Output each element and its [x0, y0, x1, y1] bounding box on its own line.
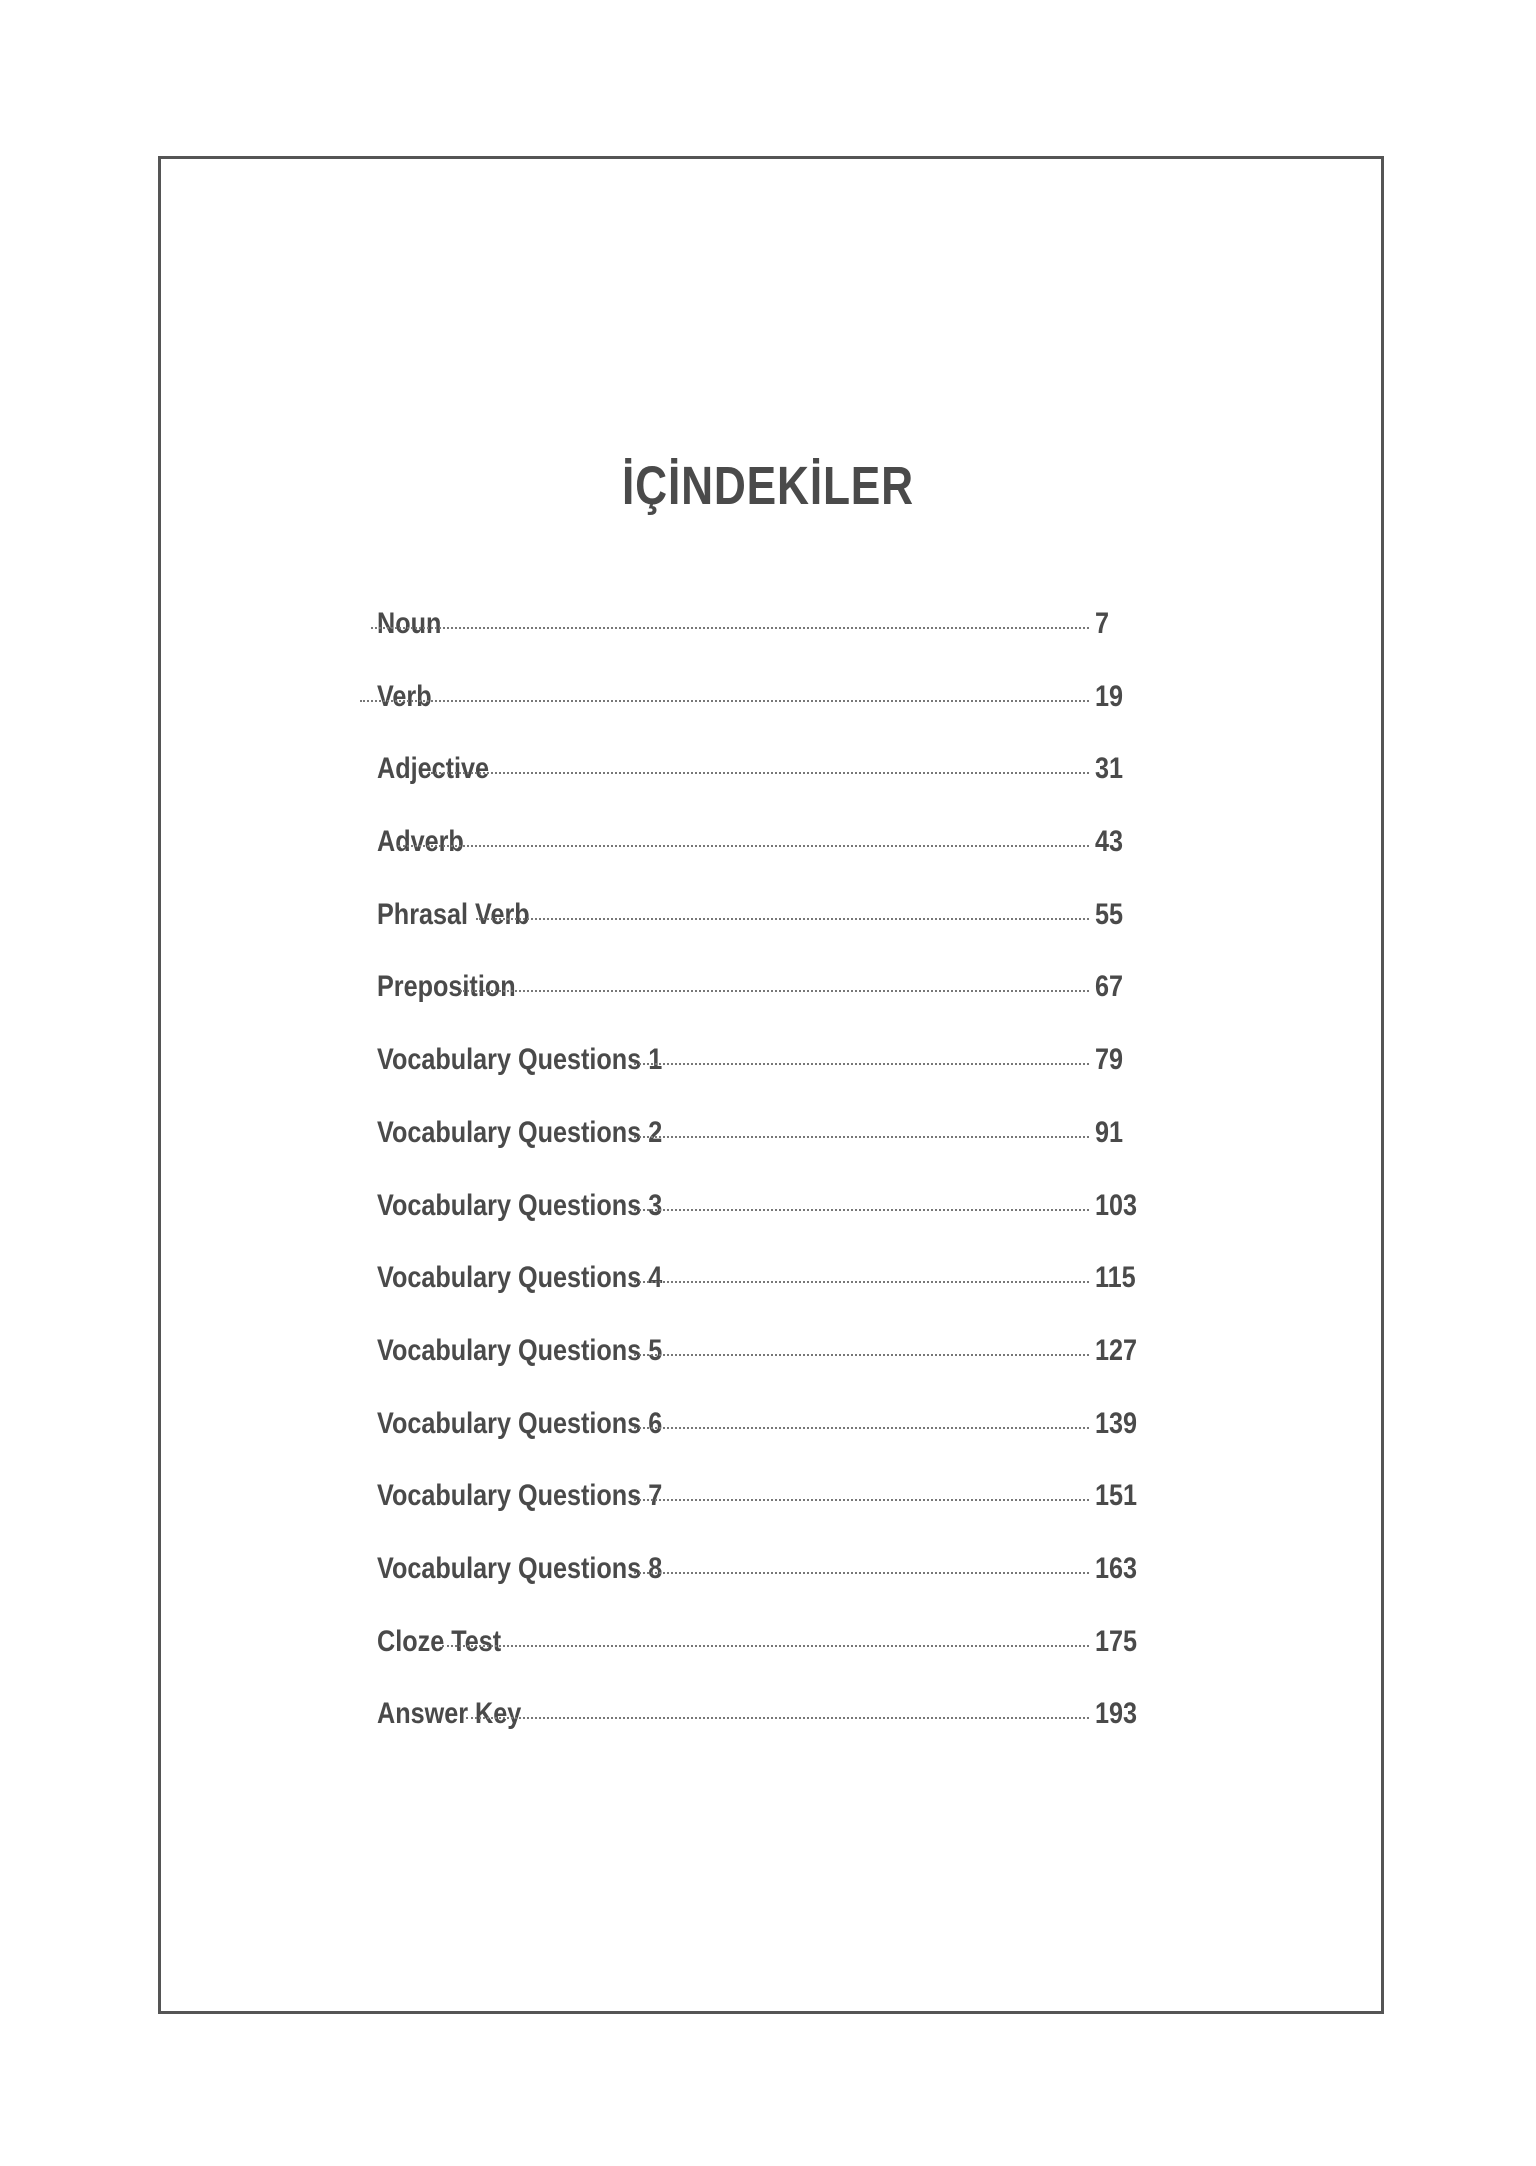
toc-entry-label: Vocabulary Questions 4: [377, 1261, 663, 1295]
toc-entry-label: Preposition: [377, 970, 516, 1004]
toc-entry-page: 103: [1095, 1188, 1138, 1222]
dot-leader: [442, 1645, 1089, 1647]
toc-entry: [377, 1552, 1147, 1625]
toc-entry-label: Vocabulary Questions 6: [377, 1406, 663, 1440]
toc-entry: [377, 1189, 1147, 1262]
toc-entry-label: Vocabulary Questions 7: [377, 1479, 663, 1513]
toc-entry-page: 91: [1095, 1115, 1124, 1149]
toc-entry-label: Vocabulary Questions 2: [377, 1115, 663, 1149]
toc-entry: [377, 970, 1147, 1043]
dot-leader: [476, 918, 1089, 920]
toc-entry-label: Cloze Test: [377, 1624, 502, 1658]
toc-entry: [377, 1116, 1147, 1189]
toc-entry-page: 31: [1095, 752, 1124, 786]
dot-leader: [634, 1136, 1089, 1138]
toc-entry-page: 139: [1095, 1406, 1138, 1440]
toc-entry-page: 7: [1095, 607, 1110, 640]
toc-entry: [377, 825, 1147, 898]
toc-entry: [377, 898, 1147, 971]
toc-entry-label: Answer Key: [377, 1697, 522, 1731]
toc-entry-page: 127: [1095, 1333, 1138, 1367]
toc-entry: [377, 1407, 1147, 1480]
page-title: İÇİNDEKİLER: [622, 456, 914, 516]
dot-leader: [371, 627, 1089, 629]
toc-entry-page: 151: [1095, 1479, 1138, 1513]
toc-entry-label: Verb: [377, 679, 432, 713]
toc-entry: [377, 1697, 1147, 1770]
toc-entry: [377, 1479, 1147, 1552]
dot-leader: [634, 1209, 1089, 1211]
toc-entry-page: 67: [1095, 970, 1124, 1004]
dot-leader: [466, 1717, 1089, 1719]
toc-entry-page: 43: [1095, 825, 1124, 859]
toc-entry-page: 19: [1095, 679, 1124, 713]
dot-leader: [634, 1281, 1089, 1283]
dot-leader: [634, 1354, 1089, 1356]
toc-entry-label: Vocabulary Questions 5: [377, 1333, 663, 1367]
toc-entry-page: 79: [1095, 1043, 1124, 1077]
dot-leader: [428, 772, 1089, 774]
dot-leader: [398, 845, 1089, 847]
toc-entry-page: 193: [1095, 1697, 1138, 1731]
toc-entry-label: Adverb: [377, 825, 464, 859]
dot-leader: [360, 700, 1089, 702]
dot-leader: [634, 1063, 1089, 1065]
dot-leader: [460, 990, 1089, 992]
toc-entry-label: Vocabulary Questions 1: [377, 1043, 663, 1077]
toc-entry-label: Vocabulary Questions 3: [377, 1188, 663, 1222]
toc-entry-page: 175: [1095, 1624, 1138, 1658]
toc-entry: [377, 1261, 1147, 1334]
toc-entry: [377, 1043, 1147, 1116]
toc-entry-page: 163: [1095, 1551, 1138, 1585]
toc-entry-page: 115: [1095, 1261, 1136, 1295]
toc-entry-label: Adjective: [377, 752, 490, 786]
toc-entry-label: Vocabulary Questions 8: [377, 1551, 663, 1585]
toc-entry-page: 55: [1095, 897, 1124, 931]
table-of-contents: [377, 607, 1147, 1770]
toc-entry: [377, 1625, 1147, 1698]
toc-entry-label: Phrasal Verb: [377, 897, 530, 931]
toc-entry: [377, 1334, 1147, 1407]
toc-entry: [377, 752, 1147, 825]
toc-entry: [377, 680, 1147, 753]
dot-leader: [634, 1572, 1089, 1574]
toc-entry: [377, 607, 1147, 680]
dot-leader: [634, 1427, 1089, 1429]
dot-leader: [634, 1499, 1089, 1501]
toc-entry-label: Noun: [377, 607, 442, 640]
